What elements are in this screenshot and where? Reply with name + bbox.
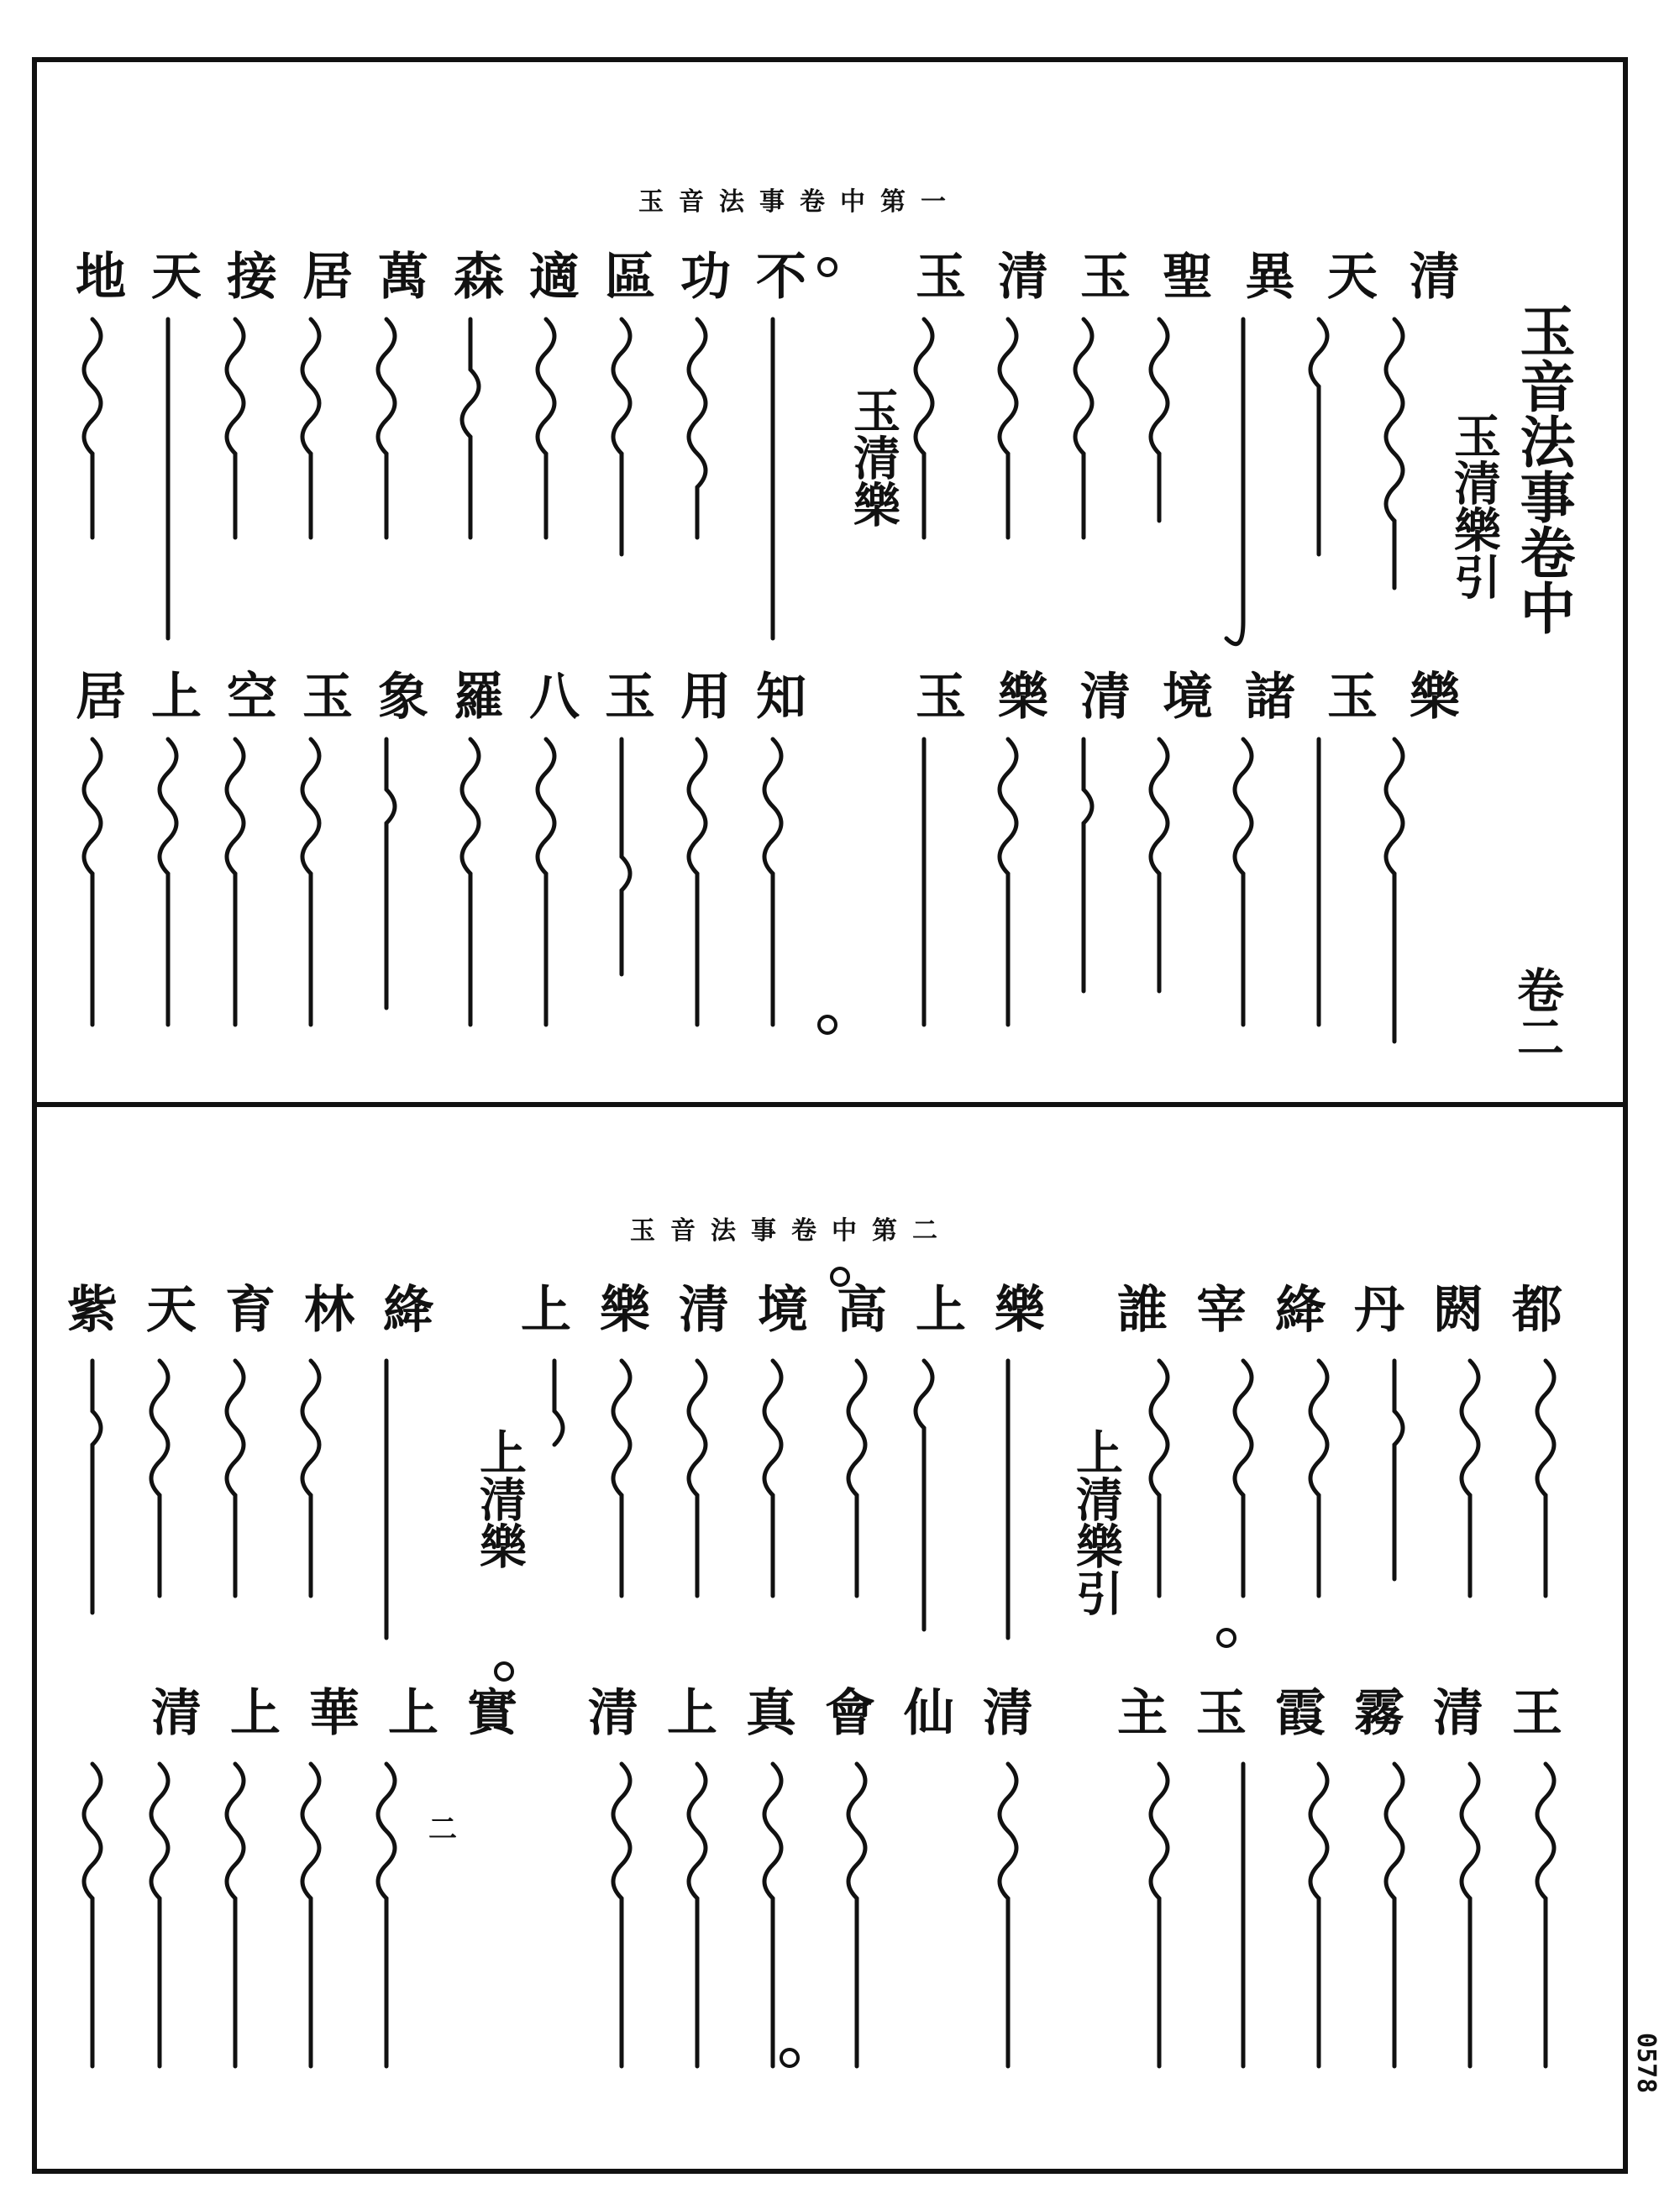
book-title: 玉音法事卷中 [1510,302,1576,635]
bottom-upper-right-row [1117,1281,1591,1340]
top-header: 玉音法事卷中第一 [638,187,961,217]
top-upper-left-row [76,248,832,307]
bottom-lower-left-row-text: 清上華上實 [151,1684,546,1743]
bottom-upper-left-row [67,1281,462,1340]
top-lower-left-row [76,668,832,727]
bottom-upper-mid-row [521,1281,1074,1340]
top-lower-row-text: 玉樂清境諸玉樂 [916,668,1492,727]
bottom-lower-left-row [151,1684,546,1743]
top-upper-left-row-text: 地天接居萬森適區功不 [76,248,832,307]
top-upper-row [916,248,1492,307]
top-section-title: 玉清樂引 [1446,412,1502,600]
top-lower-left-row-text: 居上空玉象羅八玉用知 [76,668,832,727]
bottom-lower-right-row-text: 主玉霞霧清王 [1117,1684,1591,1743]
bottom-lower-mid-row [588,1684,1062,1743]
top-upper-row-text: 玉清玉聖異天清 [916,248,1492,307]
volume-mark: 卷二 [1509,966,1565,1060]
bottom-header: 玉音法事卷中第二 [630,1216,953,1246]
page-number: 0578 [1631,2033,1661,2094]
bottom-lower-right-row [1117,1684,1591,1743]
bottom-upper-left-row-text: 紫天育林絳 [67,1281,462,1340]
panel-divider [32,1102,1628,1107]
bottom-section-title: 上清樂引 [1068,1428,1124,1616]
bottom-numeral: 二 [428,1813,457,1846]
page-border [32,57,1628,2174]
bottom-lower-mid-row-text: 清上真會仙清 [588,1684,1062,1743]
top-lower-row [916,668,1492,727]
top-mid-title: 玉清樂 [846,386,901,527]
bottom-upper-right-row-text: 誰宰絳丹閼都 [1117,1281,1591,1340]
bottom-mid-title: 上清樂 [472,1428,528,1569]
bottom-upper-mid-row-text: 上樂清境高上樂 [521,1281,1074,1340]
